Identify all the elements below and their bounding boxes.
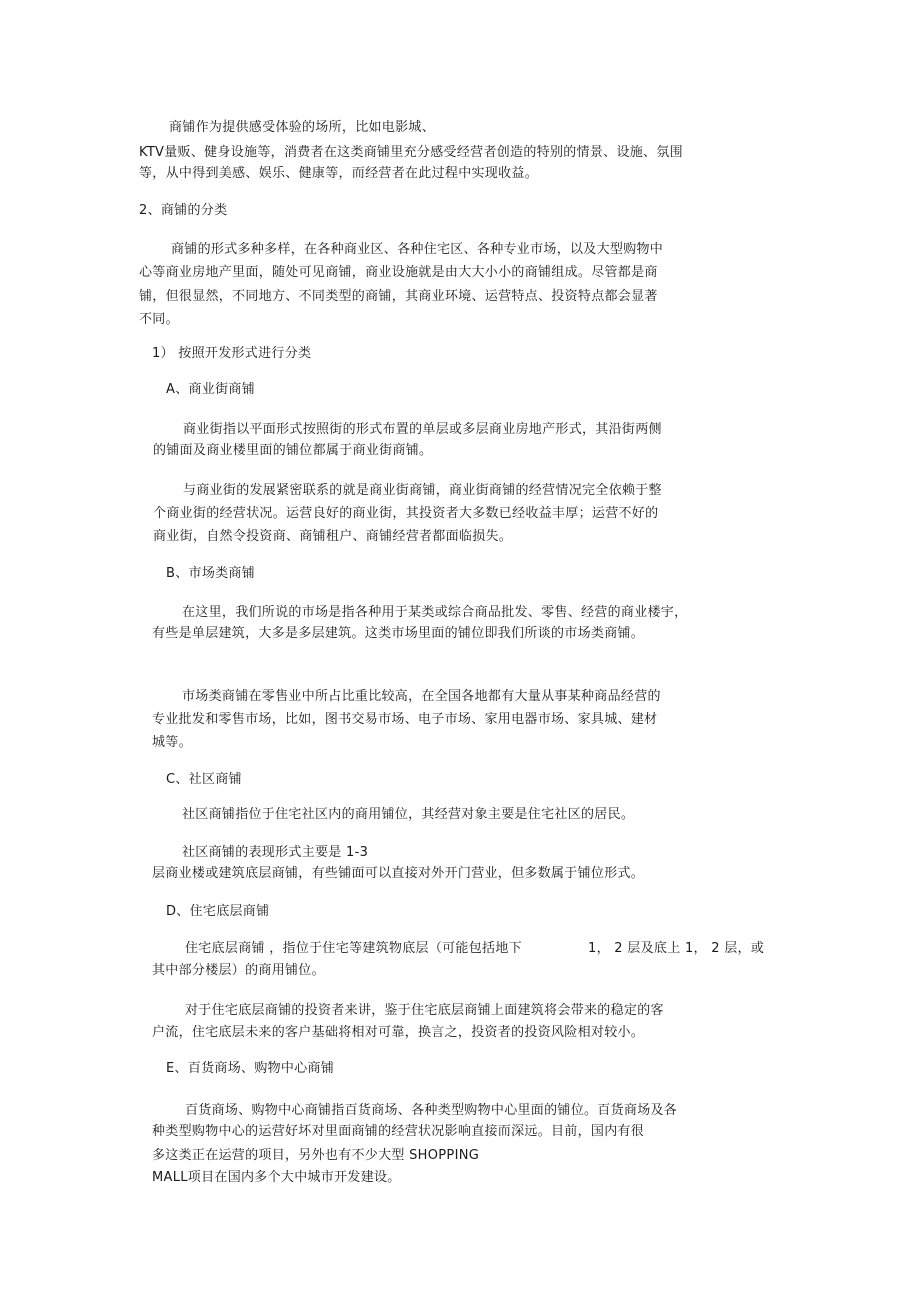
d-para1-line-1b: 1， 2 层及底上 1， 2 层，或 [588,941,765,956]
section-para-line-3: 铺，但很显然，不同地方、不同类型的商铺，其商业环境、运营特点、投资特点都会显著 [139,289,658,304]
category-heading-d: D、住宅底层商铺 [166,904,270,919]
category-heading-b: B、市场类商铺 [166,566,256,581]
subheading: 1） 按照开发形式进行分类 [152,346,312,361]
e-para1-line-3: 多这类正在运营的项目，另外也有不少大型 SHOPPING [152,1148,480,1163]
c-para1: 社区商铺指位于住宅社区内的商用铺位，其经营对象主要是住宅社区的居民。 [182,807,635,822]
section-para-line-1: 商铺的形式多种多样，在各种商业区、各种住宅区、各种专业市场，以及大型购物中 [171,242,664,257]
a-para1-line-1: 商业街指以平面形式按照街的形式布置的单层或多层商业房地产形式，其沿街两侧 [183,422,662,437]
e-para1-line-2: 种类型购物中心的运营好坏对里面商铺的经营状况影响直接而深远。目前，国内有很 [152,1124,645,1139]
e-para1-line-1: 百货商场、购物中心商铺指百货商场、各种类型购物中心里面的铺位。百货商场及各 [185,1103,678,1118]
section-heading: 2、商铺的分类 [139,203,228,218]
a-para1-line-2: 的铺面及商业楼里面的铺位都属于商业街商铺。 [153,443,433,458]
intro-line-3: 等，从中得到美感、娱乐、健康等，而经营者在此过程中实现收益。 [139,166,539,181]
section-para-line-2: 心等商业房地产里面，随处可见商铺，商业设施就是由大大小小的商铺组成。尽管都是商 [139,265,658,280]
b-para2-line-2: 专业批发和零售市场，比如，图书交易市场、电子市场、家用电器市场、家具城、建材 [152,712,658,727]
intro-line-1: 商铺作为提供感受体验的场所，比如电影城、 [169,120,436,135]
d-para1-line-2: 其中部分楼层）的商用铺位。 [152,963,325,978]
b-para2-line-3: 城等。 [152,735,192,750]
d-para2-line-2: 户流，住宅底层未来的客户基础将相对可靠，换言之，投资者的投资风险相对较小。 [152,1025,645,1040]
intro-line-2: KTV量贩、健身设施等，消费者在这类商铺里充分感受经营者创造的特别的情景、设施、氛围 [139,145,683,160]
a-para2-line-1: 与商业街的发展紧密联系的就是商业街商铺，商业街商铺的经营情况完全依赖于整 [183,483,662,498]
e-para1-line-4: MALL项目在国内多个大中城市开发建设。 [152,1170,401,1185]
b-para2-line-1: 市场类商铺在零售业中所占比重比较高，在全国各地都有大量从事某种商品经营的 [182,689,661,704]
d-para2-line-1: 对于住宅底层商铺的投资者来讲，鉴于住宅底层商铺上面建筑将会带来的稳定的客 [185,1003,664,1018]
b-para1-line-2: 有些是单层建筑，大多是多层建筑。这类市场里面的铺位即我们所谈的市场类商铺。 [152,626,645,641]
a-para2-line-2: 个商业街的经营状况。运营良好的商业街，其投资者大多数已经收益丰厚；运营不好的 [153,506,659,521]
c-para2-line-1: 社区商铺的表现形式主要是 1-3 [182,845,369,860]
a-para2-line-3: 商业街，自然令投资商、商铺租户、商铺经营者都面临损失。 [153,529,513,544]
category-heading-e: E、百货商场、购物中心商铺 [166,1061,335,1076]
section-para-line-4: 不同。 [139,312,179,327]
category-heading-a: A、商业街商铺 [166,382,255,397]
c-para2-line-2: 层商业楼或建筑底层商铺，有些铺面可以直接对外开门营业，但多数属于铺位形式。 [152,866,645,881]
d-para1-line-1a: 住宅底层商铺 ，指位于住宅等建筑物底层（可能包括地下 [185,941,522,956]
category-heading-c: C、社区商铺 [166,772,242,787]
b-para1-line-1: 在这里，我们所说的市场是指各种用于某类或综合商品批发、零售、经营的商业楼宇， [182,605,688,620]
